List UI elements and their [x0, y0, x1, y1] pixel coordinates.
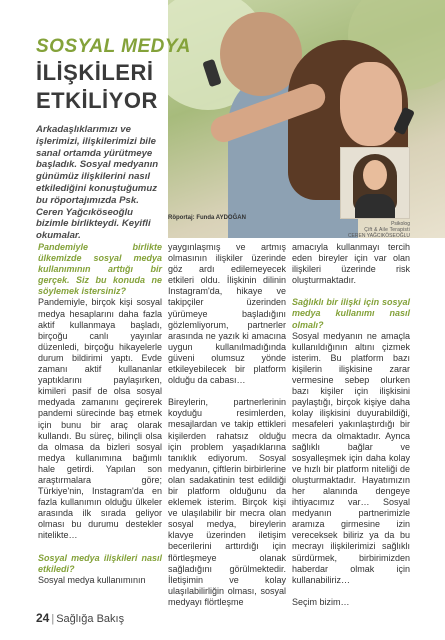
- paragraph-gap: [168, 386, 286, 397]
- question-heading: Pandemiyle birlikte ülkemizde sosyal medya kullanımının arttığı bir gerçek. Siz bu konuda ne söylemek istersiniz?: [38, 242, 162, 297]
- body-paragraph: Seçim bizim…: [292, 596, 350, 607]
- question-heading: Sosyal medya ilişkileri nasıl etkiledi?: [38, 552, 162, 574]
- article-title-line1: SOSYAL MEDYA: [36, 36, 191, 57]
- page-number: 24: [36, 611, 50, 625]
- body-paragraph: yaygınlaşmış ve artmış olmasının ilişkiler üzerinde göz ardı edilemeyecek etkileri oldu. İlişkinin dilinin Instagram'da, hikaye ve takipçiler üzerinden yürümeye başladığını gözlemliyorum, partnerler arasında ne yazık ki amacına uygun kullanılmadığında güveni olumsuz yönde etkileyebilecek bir platform olduğu da cabası…: [168, 242, 286, 386]
- body-paragraph: Sosyal medya kullanımının: [38, 574, 146, 585]
- body-paragraph: Bireylerin, partnerlerinin koyduğu resimlerden, mesajlardan ve takip ettikleri kişilerden rahatsız olduğu için problem yaşadıklarına tanıklık ediyorum. Sosyal medyanın, çiftlerin birbirlerine olan sadakatinin test edildiği bir platform olduğunu da eklemek isterim. Birçok kişi ve ulaşılabilir bir mecra olan sosyal medya, bireylerin klavye üzerinden iletişim becerilerini arttırdığı için flörtleşmeye olanak sağladığını görülmektedir. İletişimin ve kolay ulaşılabilirliğin olması, sosyal medyayı flörtleşme: [168, 397, 286, 607]
- page-footer: 24 | Sağlığa Bakış: [36, 611, 125, 625]
- article-title-line2: İLİŞKİLERİ: [36, 60, 154, 85]
- interview-credit: [168, 215, 246, 221]
- article-title-line3: ETKİLİYOR: [36, 88, 158, 113]
- caption-role: Psikolog: [391, 221, 410, 227]
- body-paragraph: Sosyal medyanın ne amaçla kullanıldığının altını çizmek isterim. Bu platform bazı kişilerin ilişkisine zarar vermesine sebep olurken bazı kişiler için ilişkisini paylaştığı, birçok kişiye daha kolay ilişkisini duyurabildiği, mesafeleri yakınlaştırdığı bir mecra da olmaktadır. Aynca sağlıklı bağlar ve sosyalleşmek için daha kolay ve hızlı bir platform niteliği de oluşturmaktadır. Hayatımızın her alanında dengeye ihtiyacımız var… Sosyal medyanın partnerimizle aramıza girmesine izin vereceksek biliriz ya da bu mecrayı ilişkilerimizi sağlıklı sürdürmek, birbirimizden haberdar olmak için kullanabiliriz…: [292, 330, 410, 585]
- paragraph-gap: [292, 286, 410, 297]
- interview-label: Röportaj:: [168, 215, 195, 221]
- paragraph-gap: [38, 542, 162, 553]
- section-name: Sağlığa Bakış: [56, 613, 125, 625]
- caption-name: CEREN YAĞCIKÖSEOĞLU: [347, 233, 410, 239]
- article-intro: Arkadaşlıklarımızı ve işlerimizi, ilişkilerimizi bile sanal ortamda yürütmeye başladık. Sosyal medyanın günümüz ilişkilerini nasıl etkilediğini konuştuğumuz bu röportajımızda Psk. Ceren Yağcıköseoğlu bizimle birlikteydi. Keyifli okumalar.: [36, 124, 159, 242]
- text-column-1: [38, 242, 162, 586]
- text-column-3: [292, 242, 410, 608]
- body-paragraph: amacıyla kullanmayı tercih eden bireyler için var olan ilişkileri üzerinde risk oluşturmaktadır.: [292, 242, 410, 286]
- interviewer-name: Funda AYDOĞAN: [196, 215, 246, 221]
- text-column-2: [168, 242, 286, 608]
- psychologist-photo: [340, 147, 410, 219]
- body-paragraph: Pandemiyle, birçok kişi sosyal medya hesaplarını daha fazla aktif kullanmaya başladı, birçoğu canlı yayınlar düzenledi, birçoğu hikayelerle durum bildirimi yaptı. Evde zamanı aktif kullananlar yaptıklarını paylaşırken, kimileri pasif de olsa sosyal medyada zamanını geçirerek pandemi sürecinde baş etmek için bunu bir araç olarak kullandı. Bu süreç, bilinçli olsa da olmasa da bizleri sosyal medya kullanımına bağımlı hale getirdi. Yapılan son araştırmalara göre; Türkiye'nin, Instagram'da en fazla kullanımın olduğu ülkeler arasında ilk sırada geliyor olması bu durumu destekler nitelikte…: [38, 297, 162, 541]
- paragraph-gap: [292, 586, 410, 597]
- caption-subtitle: Çift & Aile Terapisti: [364, 227, 410, 233]
- question-heading: Sağlıklı bir ilişki için sosyal medya kullanımı nasıl olmalı?: [292, 297, 410, 330]
